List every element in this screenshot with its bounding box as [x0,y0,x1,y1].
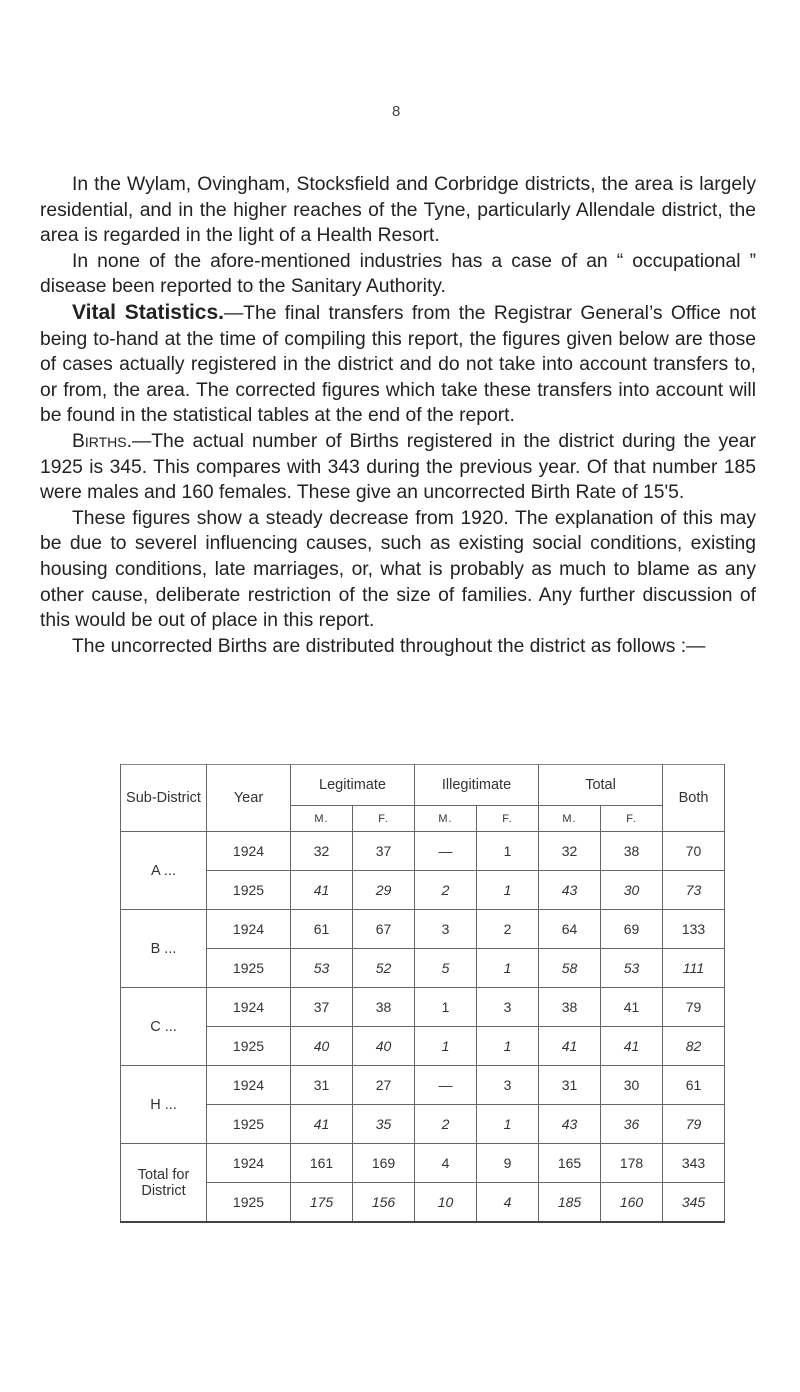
value-cell-im: 1 [415,1027,477,1066]
value-cell-im: 2 [415,871,477,910]
section-heading-births: Births. [72,430,132,452]
value-cell-lf: 156 [353,1183,415,1223]
header-year: Year [207,765,291,832]
paragraph-residential: In the Wylam, Ovingham, Stocksfield and Corbridge districts, the area is largely residential, and in the higher reaches of the Tyne, particularly Allendale district, the area is regarded in the light of a Health Resort. [40,174,756,247]
value-cell-lf: 37 [353,832,415,871]
value-cell-tf: 53 [601,949,663,988]
value-cell-lm: 31 [291,1066,353,1105]
value-cell-both: 70 [663,832,725,871]
value-cell-tf: 69 [601,910,663,949]
value-cell-if: 2 [477,910,539,949]
value-cell-if: 9 [477,1144,539,1183]
value-cell-im: 10 [415,1183,477,1223]
value-cell-im: 5 [415,949,477,988]
value-cell-lf: 67 [353,910,415,949]
value-cell-tf: 178 [601,1144,663,1183]
sub-district-cell: B ... [121,910,207,988]
header-illegitimate-f: F. [477,806,539,832]
value-cell-lm: 32 [291,832,353,871]
value-cell-both: 133 [663,910,725,949]
year-cell: 1924 [207,988,291,1027]
paragraph-births [40,429,756,506]
paragraph-vital-statistics [40,300,756,429]
value-cell-if: 4 [477,1183,539,1223]
value-cell-tf: 36 [601,1105,663,1144]
value-cell-tm: 43 [539,1105,601,1144]
table-row [121,1105,725,1144]
value-cell-lf: 35 [353,1105,415,1144]
sub-district-cell: A ... [121,832,207,910]
value-cell-tm: 43 [539,871,601,910]
value-cell-lm: 37 [291,988,353,1027]
value-cell-im: 4 [415,1144,477,1183]
value-cell-tf: 38 [601,832,663,871]
value-cell-if: 1 [477,832,539,871]
value-cell-if: 1 [477,1105,539,1144]
value-cell-lf: 169 [353,1144,415,1183]
value-cell-lf: 40 [353,1027,415,1066]
year-cell: 1925 [207,1027,291,1066]
table-row [121,1066,725,1105]
value-cell-tm: 185 [539,1183,601,1223]
table-body [121,832,725,1223]
sub-district-cell: Total for District [121,1144,207,1223]
header-legitimate-f: F. [353,806,415,832]
table-row [121,871,725,910]
paragraph-occupational: In none of the afore-mentioned industries has a case of an “ occupational ” disease been reported to the Sanitary Authority. [40,250,756,298]
header-both: Both [663,765,725,832]
value-cell-lm: 61 [291,910,353,949]
section-heading-vital-statistics: Vital Statistics. [72,300,224,324]
value-cell-both: 79 [663,988,725,1027]
table-row [121,1027,725,1066]
value-cell-tf: 41 [601,988,663,1027]
value-cell-lm: 41 [291,871,353,910]
year-cell: 1924 [207,1144,291,1183]
value-cell-im: 3 [415,910,477,949]
value-cell-lm: 53 [291,949,353,988]
value-cell-both: 82 [663,1027,725,1066]
value-cell-tf: 160 [601,1183,663,1223]
sub-district-cell: H ... [121,1066,207,1144]
header-legitimate-m: M. [291,806,353,832]
value-cell-lf: 27 [353,1066,415,1105]
table-row [121,1183,725,1223]
value-cell-lm: 40 [291,1027,353,1066]
value-cell-lf: 29 [353,871,415,910]
paragraph-distribution: The uncorrected Births are distributed throughout the district as follows :— [72,635,706,657]
value-cell-both: 111 [663,949,725,988]
year-cell: 1924 [207,910,291,949]
births-text: —The actual number of Births registered in the district during the year 1925 is 345. This compares with 343 during the previous year. Of that number 185 were males and 160 females. These give an uncorrected Birth Rate of 15'5. [40,430,756,504]
value-cell-lm: 161 [291,1144,353,1183]
body-text [40,172,756,659]
value-cell-im: 1 [415,988,477,1027]
value-cell-tf: 41 [601,1027,663,1066]
year-cell: 1924 [207,832,291,871]
value-cell-both: 343 [663,1144,725,1183]
table-row [121,1144,725,1183]
value-cell-tm: 38 [539,988,601,1027]
header-total-f: F. [601,806,663,832]
header-illegitimate: Illegitimate [415,765,539,806]
table-row [121,832,725,871]
value-cell-if: 3 [477,988,539,1027]
header-illegitimate-m: M. [415,806,477,832]
value-cell-tm: 58 [539,949,601,988]
births-table [120,764,725,1223]
value-cell-if: 1 [477,871,539,910]
value-cell-tm: 41 [539,1027,601,1066]
value-cell-lf: 38 [353,988,415,1027]
value-cell-if: 1 [477,949,539,988]
table-row [121,910,725,949]
header-total-m: M. [539,806,601,832]
value-cell-tm: 165 [539,1144,601,1183]
value-cell-both: 79 [663,1105,725,1144]
year-cell: 1925 [207,871,291,910]
value-cell-lm: 41 [291,1105,353,1144]
header-legitimate: Legitimate [291,765,415,806]
sub-district-cell: C ... [121,988,207,1066]
value-cell-im: — [415,1066,477,1105]
births-table-container [120,764,724,1223]
value-cell-im: — [415,832,477,871]
table-row [121,949,725,988]
year-cell: 1925 [207,1105,291,1144]
value-cell-if: 1 [477,1027,539,1066]
paragraph-decrease: These figures show a steady decrease from 1920. The explanation of this may be due to severel influencing causes, such as existing social conditions, existing housing conditions, late marriages, or, what is probably as much to blame as any other cause, deliberate restriction of the size of families. Any further discussion of this would be out of place in this report. [40,507,756,632]
value-cell-tm: 64 [539,910,601,949]
year-cell: 1925 [207,949,291,988]
header-total: Total [539,765,663,806]
value-cell-both: 73 [663,871,725,910]
value-cell-both: 61 [663,1066,725,1105]
value-cell-lm: 175 [291,1183,353,1223]
table-row [121,988,725,1027]
page-number: 8 [392,103,401,120]
value-cell-if: 3 [477,1066,539,1105]
value-cell-tf: 30 [601,871,663,910]
value-cell-tm: 32 [539,832,601,871]
vital-statistics-text: —The final transfers from the Registrar General’s Office not being to-hand at the time of compiling this report, the figures given below are those of cases actually registered in the district and do not take into account transfers to, or from, the area. The corrected figures which take these transfers into account will be found in the statistical tables at the end of the report. [40,302,756,427]
year-cell: 1925 [207,1183,291,1223]
value-cell-tf: 30 [601,1066,663,1105]
value-cell-tm: 31 [539,1066,601,1105]
value-cell-lf: 52 [353,949,415,988]
value-cell-im: 2 [415,1105,477,1144]
header-sub-district: Sub-District [121,765,207,832]
value-cell-both: 345 [663,1183,725,1223]
year-cell: 1924 [207,1066,291,1105]
